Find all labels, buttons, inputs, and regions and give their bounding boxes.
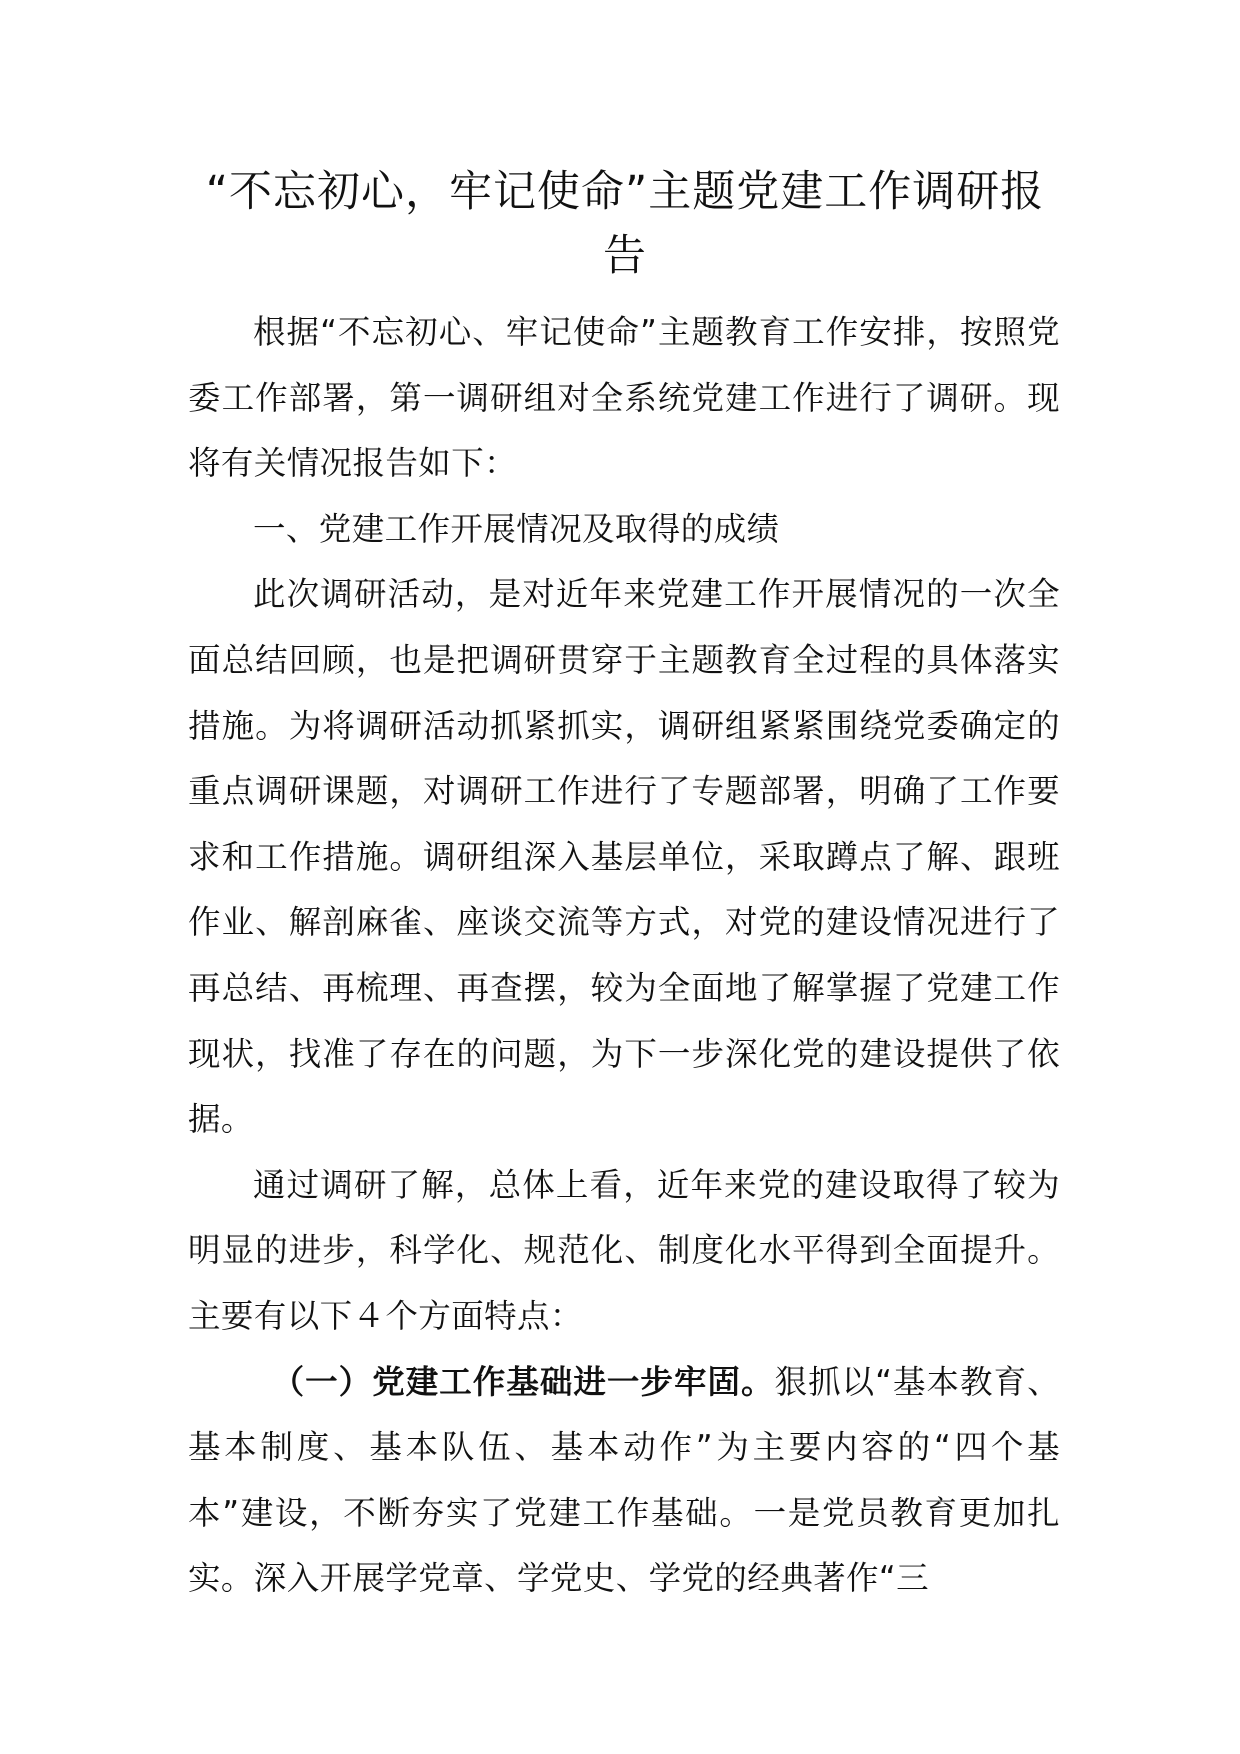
item-text: 狠抓以“基本教育、基本制度、基本队伍、基本动作”为主要内容的“四个基本”建设，不断夯实了党建工作基础。一是党员教育更加扎实。深入开展学党章、学党史、学党的经典著作“三 [188,1362,1060,1598]
document-title: “不忘初心，牢记使命”主题党建工作调研报告 [205,167,1045,281]
item-heading: （一）党建工作基础进一步牢固。 [271,1362,775,1401]
section-heading: 一、党建工作开展情况及取得的成绩 [253,509,780,548]
intro-paragraph: 根据“不忘初心、牢记使命”主题教育工作安排，按照党委工作部署，第一调研组对全系统党建工作进行了调研。现将有关情况报告如下： [188,313,1060,483]
body-paragraph-1: 此次调研活动，是对近年来党建工作开展情况的一次全面总结回顾，也是把调研贯穿于主题教育全过程的具体落实措施。为将调研活动抓紧抓实，调研组紧紧围绕党委确定的重点调研课题，对调研工作进行了专题部署，明确了工作要求和工作措施。调研组深入基层单位，采取蹲点了解、跟班作业、解剖麻雀、座谈交流等方式，对党的建设情况进行了再总结、再梳理、再查摆，较为全面地了解掌握了党建工作现状，找准了存在的问题，为下一步深化党的建设提供了依据。 [188,575,1060,1139]
body-paragraph-2: 通过调研了解，总体上看，近年来党的建设取得了较为明显的进步，科学化、规范化、制度化水平得到全面提升。主要有以下４个方面特点： [188,1165,1060,1335]
document-body [188,300,1060,1612]
item-paragraph-1 [188,1350,1060,1612]
